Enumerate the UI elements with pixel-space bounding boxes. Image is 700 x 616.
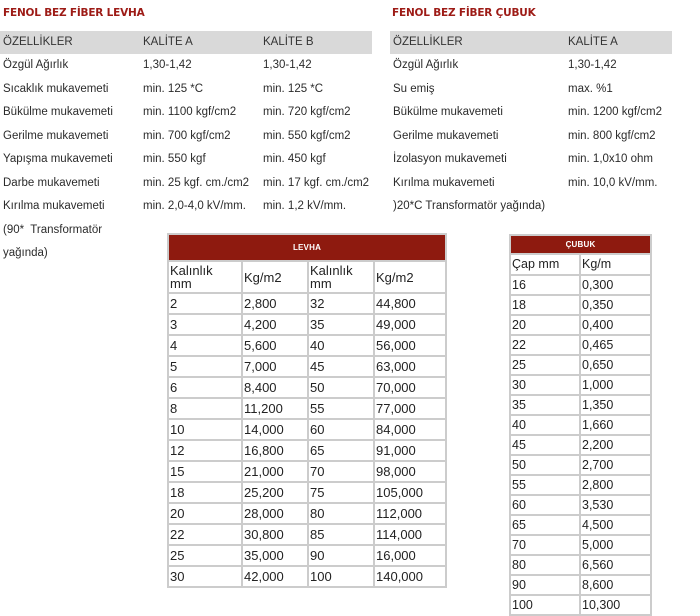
table-row (169, 567, 445, 586)
table-cell: 25 (511, 356, 579, 374)
property-value: min. 1,2 kV/mm. (263, 200, 347, 212)
table-row (511, 416, 650, 434)
table-cell: 55 (511, 476, 579, 494)
column-header: KALİTE A (568, 36, 618, 48)
table-cell: 12 (169, 441, 241, 460)
property-value: 1,30-1,42 (263, 59, 312, 71)
levha-weight-table (167, 233, 447, 588)
property-value: min. 17 kgf. cm./cm2 (263, 176, 370, 189)
table-cell: 0,465 (581, 336, 650, 354)
property-name: Bükülme mukavemeti (3, 106, 113, 118)
table-row (511, 316, 650, 334)
table-cell: 140,000 (375, 567, 445, 586)
table-cell: 90 (511, 576, 579, 594)
table-cell: 3,530 (581, 496, 650, 514)
property-value: min. 450 kgf (263, 153, 326, 165)
table-cell: 49,000 (375, 315, 445, 334)
property-value: min. 700 kgf/cm2 (143, 129, 231, 142)
table-cell: 56,000 (375, 336, 445, 355)
table-cell: 2 (169, 294, 241, 313)
table-cell: 42,000 (243, 567, 307, 586)
table-cell: 5 (169, 357, 241, 376)
table-row (169, 483, 445, 502)
cubuk-section-title: FENOL BEZ FİBER ÇUBUK (392, 7, 536, 19)
spec-row (0, 54, 372, 78)
property-value: 1,30-1,42 (143, 59, 192, 71)
column-header-cell (309, 262, 373, 292)
table-title: ÇUBUK (511, 236, 650, 253)
spec-row (0, 78, 372, 102)
column-header-cell (169, 262, 241, 292)
table-row (169, 336, 445, 355)
table-cell: 80 (511, 556, 579, 574)
levha-properties-table (0, 31, 372, 266)
table-cell: 28,000 (243, 504, 307, 523)
table-cell: 7,000 (243, 357, 307, 376)
spec-row (390, 101, 672, 125)
table-cell: 25 (169, 546, 241, 565)
property-name: Gerilme mukavemeti (393, 129, 499, 142)
table-cell: 1,350 (581, 396, 650, 414)
table-cell: 77,000 (375, 399, 445, 418)
table-cell: 0,400 (581, 316, 650, 334)
table-row (511, 376, 650, 394)
property-name: Özgül Ağırlık (393, 59, 459, 71)
table-cell: 21,000 (243, 462, 307, 481)
table-row (511, 536, 650, 554)
table-row (511, 276, 650, 294)
table-cell: 65 (309, 441, 373, 460)
table-cell: 85 (309, 525, 373, 544)
table-cell: 60 (511, 496, 579, 514)
table-cell: 15 (169, 462, 241, 481)
property-name: Yapışma mukavemeti (3, 153, 113, 165)
table-cell: 60 (309, 420, 373, 439)
property-value: min. 1200 kgf/cm2 (568, 106, 662, 118)
table-cell: 6 (169, 378, 241, 397)
table-row (511, 516, 650, 534)
table-row (169, 315, 445, 334)
spec-row (390, 148, 672, 172)
table-row (511, 436, 650, 454)
column-header-cell (243, 262, 307, 292)
property-name: Su emiş (393, 82, 435, 95)
property-name: İzolasyon mukavemeti (393, 153, 507, 165)
footnote-text: (90* Transformatör (3, 223, 103, 236)
table-title: LEVHA (169, 235, 445, 260)
table-row (169, 399, 445, 418)
column-header: Kalınlık mm (170, 263, 213, 291)
table-cell: 65 (511, 516, 579, 534)
table-cell: 100 (309, 567, 373, 586)
spec-row (390, 78, 672, 102)
spec-header-row (390, 31, 672, 54)
table-row (511, 476, 650, 494)
table-cell: 91,000 (375, 441, 445, 460)
table-row (511, 456, 650, 474)
table-row (169, 462, 445, 481)
table-cell: 70,000 (375, 378, 445, 397)
table-cell: 16,800 (243, 441, 307, 460)
property-value: min. 1,0x10 ohm (568, 153, 654, 165)
table-row (169, 546, 445, 565)
table-cell: 40 (511, 416, 579, 434)
spec-row (390, 172, 672, 196)
cubuk-properties-table (390, 31, 672, 219)
table-row (511, 556, 650, 574)
property-value: min. 125 *C (263, 82, 324, 95)
column-header: Kalınlık mm (310, 263, 353, 291)
table-header-row (169, 262, 445, 292)
property-value: 1,30-1,42 (568, 59, 617, 71)
column-header-cell (375, 262, 445, 292)
table-title-row (511, 236, 650, 253)
property-name: Bükülme mukavemeti (393, 106, 503, 118)
table-row (169, 504, 445, 523)
table-cell: 98,000 (375, 462, 445, 481)
table-cell: 4,200 (243, 315, 307, 334)
table-cell: 75 (309, 483, 373, 502)
table-cell: 35 (309, 315, 373, 334)
table-row (169, 378, 445, 397)
table-cell: 35,000 (243, 546, 307, 565)
property-name: Gerilme mukavemeti (3, 129, 109, 142)
table-cell: 16,000 (375, 546, 445, 565)
column-header: Çap mm (512, 257, 560, 271)
property-name: Kırılma mukavemeti (393, 176, 495, 189)
property-value: min. 720 kgf/cm2 (263, 106, 351, 118)
property-value: min. 1100 kgf/cm2 (143, 106, 237, 118)
table-cell: 8 (169, 399, 241, 418)
table-cell: 18 (511, 296, 579, 314)
spec-row (0, 101, 372, 125)
table-cell: 84,000 (375, 420, 445, 439)
column-header-cell (511, 255, 579, 274)
table-row (511, 496, 650, 514)
spec-row (0, 148, 372, 172)
table-row (511, 576, 650, 594)
table-row (169, 525, 445, 544)
table-row (169, 441, 445, 460)
table-cell: 0,650 (581, 356, 650, 374)
property-name: Darbe mukavemeti (3, 176, 100, 189)
column-header: Kg/m2 (376, 269, 414, 285)
table-cell: 16 (511, 276, 579, 294)
table-cell: 5,000 (581, 536, 650, 554)
table-row (511, 356, 650, 374)
table-cell: 1,000 (581, 376, 650, 394)
column-header: KALİTE A (143, 36, 193, 48)
table-cell: 32 (309, 294, 373, 313)
cubuk-weight-table (509, 234, 652, 616)
table-title-row (169, 235, 445, 260)
spec-row (0, 172, 372, 196)
table-cell: 50 (309, 378, 373, 397)
table-cell: 44,800 (375, 294, 445, 313)
table-cell: 45 (511, 436, 579, 454)
property-name: Kırılma mukavemeti (3, 200, 105, 212)
table-row (511, 596, 650, 614)
property-name: Özgül Ağırlık (3, 59, 69, 71)
spec-row (0, 125, 372, 149)
table-cell: 114,000 (375, 525, 445, 544)
spec-row (390, 125, 672, 149)
table-cell: 2,700 (581, 456, 650, 474)
levha-section-title: FENOL BEZ FİBER LEVHA (3, 7, 145, 19)
spec-header-row (0, 31, 372, 54)
table-cell: 22 (169, 525, 241, 544)
column-header: ÖZELLİKLER (3, 36, 73, 48)
table-cell: 3 (169, 315, 241, 334)
table-cell: 30,800 (243, 525, 307, 544)
table-row (511, 296, 650, 314)
column-header-cell (581, 255, 650, 274)
table-cell: 8,600 (581, 576, 650, 594)
table-cell: 30 (511, 376, 579, 394)
table-cell: 112,000 (375, 504, 445, 523)
table-header-row (511, 255, 650, 274)
spec-row (390, 54, 672, 78)
table-cell: 30 (169, 567, 241, 586)
property-value: min. 125 *C (143, 82, 204, 95)
table-cell: 6,560 (581, 556, 650, 574)
table-row (169, 420, 445, 439)
note-row (390, 195, 672, 219)
table-cell: 8,400 (243, 378, 307, 397)
table-cell: 10 (169, 420, 241, 439)
table-cell: 5,600 (243, 336, 307, 355)
table-cell: 2,800 (581, 476, 650, 494)
table-cell: 14,000 (243, 420, 307, 439)
table-cell: 80 (309, 504, 373, 523)
table-cell: 70 (511, 536, 579, 554)
footnote-text: yağında) (3, 247, 48, 259)
table-cell: 2,800 (243, 294, 307, 313)
table-cell: 20 (169, 504, 241, 523)
table-cell: 35 (511, 396, 579, 414)
table-row (511, 396, 650, 414)
table-cell: 10,300 (581, 596, 650, 614)
property-name: Sıcaklık mukavemeti (3, 82, 109, 95)
table-cell: 100 (511, 596, 579, 614)
column-header: KALİTE B (263, 36, 314, 48)
table-cell: 20 (511, 316, 579, 334)
property-value: min. 550 kgf (143, 153, 206, 165)
table-cell: 18 (169, 483, 241, 502)
table-row (169, 294, 445, 313)
property-value: max. %1 (568, 82, 613, 95)
table-cell: 4 (169, 336, 241, 355)
column-header: ÖZELLİKLER (393, 36, 463, 48)
table-cell: 90 (309, 546, 373, 565)
table-cell: 0,300 (581, 276, 650, 294)
property-value: min. 25 kgf. cm./cm2 (143, 176, 250, 189)
table-row (511, 336, 650, 354)
column-header: Kg/m (582, 257, 612, 271)
table-cell: 105,000 (375, 483, 445, 502)
table-cell: 40 (309, 336, 373, 355)
table-cell: 0,350 (581, 296, 650, 314)
table-row (169, 357, 445, 376)
table-cell: 63,000 (375, 357, 445, 376)
property-value: min. 550 kgf/cm2 (263, 129, 351, 142)
property-value: min. 10,0 kV/mm. (568, 176, 658, 189)
table-cell: 25,200 (243, 483, 307, 502)
table-cell: 50 (511, 456, 579, 474)
table-cell: 70 (309, 462, 373, 481)
table-cell: 45 (309, 357, 373, 376)
table-cell: 55 (309, 399, 373, 418)
table-cell: 4,500 (581, 516, 650, 534)
property-value: min. 800 kgf/cm2 (568, 129, 656, 142)
table-cell: 11,200 (243, 399, 307, 418)
property-value: min. 2,0-4,0 kV/mm. (143, 200, 246, 212)
table-cell: 1,660 (581, 416, 650, 434)
column-header: Kg/m2 (244, 269, 282, 285)
footnote-text: )20*C Transformatör yağında) (393, 200, 546, 212)
table-cell: 22 (511, 336, 579, 354)
table-cell: 2,200 (581, 436, 650, 454)
spec-row (0, 195, 372, 219)
